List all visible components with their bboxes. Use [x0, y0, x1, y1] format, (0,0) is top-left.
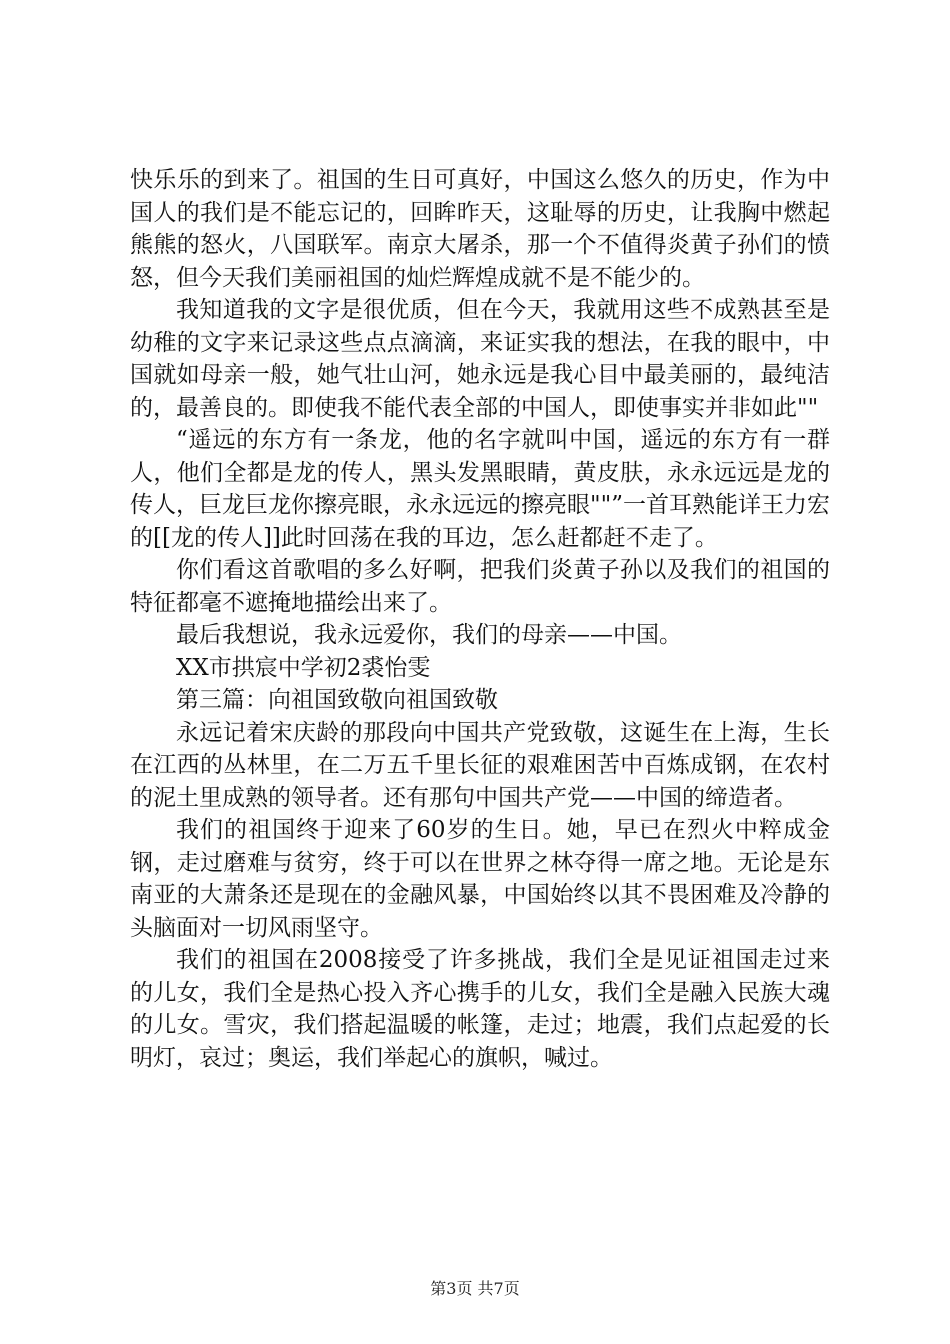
- document-body: [130, 164, 830, 1074]
- paragraph-9: 我们的祖国终于迎来了60岁的生日。她，早已在烈火中粹成金钢，走过磨难与贫穷，终于可以在世界之林夺得一席之地。无论是东南亚的大萧条还是现在的金融风暴，中国始终以其不畏困难及冷静的头脑面对一切风雨坚守。: [130, 817, 830, 941]
- paragraph-8: 永远记着宋庆龄的那段向中国共产党致敬，这诞生在上海，生长在江西的丛林里，在二万五千里长征的艰难困苦中百炼成钢，在农村的泥土里成熟的领导者。还有那句中国共产党——中国的缔造者。: [130, 719, 830, 811]
- paragraph-6: XX市拱宸中学初2裘怡雯: [176, 654, 431, 681]
- paragraph-1: 快乐乐的到来了。祖国的生日可真好，中国这么悠久的历史，作为中国人的我们是不能忘记的，回眸昨天，这耻辱的历史，让我胸中燃起熊熊的怒火，八国联军。南京大屠杀，那一个不值得炎黄子孙们的愤怒，但今天我们美丽祖国的灿烂辉煌成就不是不能少的。: [130, 167, 830, 291]
- paragraph-5: 最后我想说，我永远爱你，我们的母亲——中国。: [176, 622, 682, 648]
- section-heading: 第三篇：向祖国致敬向祖国致敬: [176, 687, 498, 713]
- paragraph-2: 我知道我的文字是很优质，但在今天，我就用这些不成熟甚至是幼稚的文字来记录这些点点滴滴，来证实我的想法，在我的眼中，中国就如母亲一般，她气壮山河，她永远是我心目中最美丽的，最纯洁的，最善良的。即使我不能代表全部的中国人，即使事实并非如此"": [130, 297, 830, 421]
- paragraph-3: “遥远的东方有一条龙，他的名字就叫中国，遥远的东方有一群人，他们全都是龙的传人，黑头发黑眼睛，黄皮肤，永永远远是龙的传人，巨龙巨龙你擦亮眼，永永远远的擦亮眼""”一首耳熟能详王力宏的[[龙的传人]]此时回荡在我的耳边，怎么赶都赶不走了。: [130, 427, 830, 551]
- paragraph-4: 你们看这首歌唱的多么好啊，把我们炎黄子孙以及我们的祖国的特征都毫不遮掩地描绘出来了。: [130, 557, 830, 616]
- page-footer: 第3页 共7页: [430, 1279, 520, 1298]
- paragraph-10: 我们的祖国在2008接受了许多挑战，我们全是见证祖国走过来的儿女，我们全是热心投入齐心携手的儿女，我们全是融入民族大魂的儿女。雪灾，我们搭起温暖的帐篷，走过；地震，我们点起爱的长明灯，哀过；奥运，我们举起心的旗帜，喊过。: [130, 947, 830, 1071]
